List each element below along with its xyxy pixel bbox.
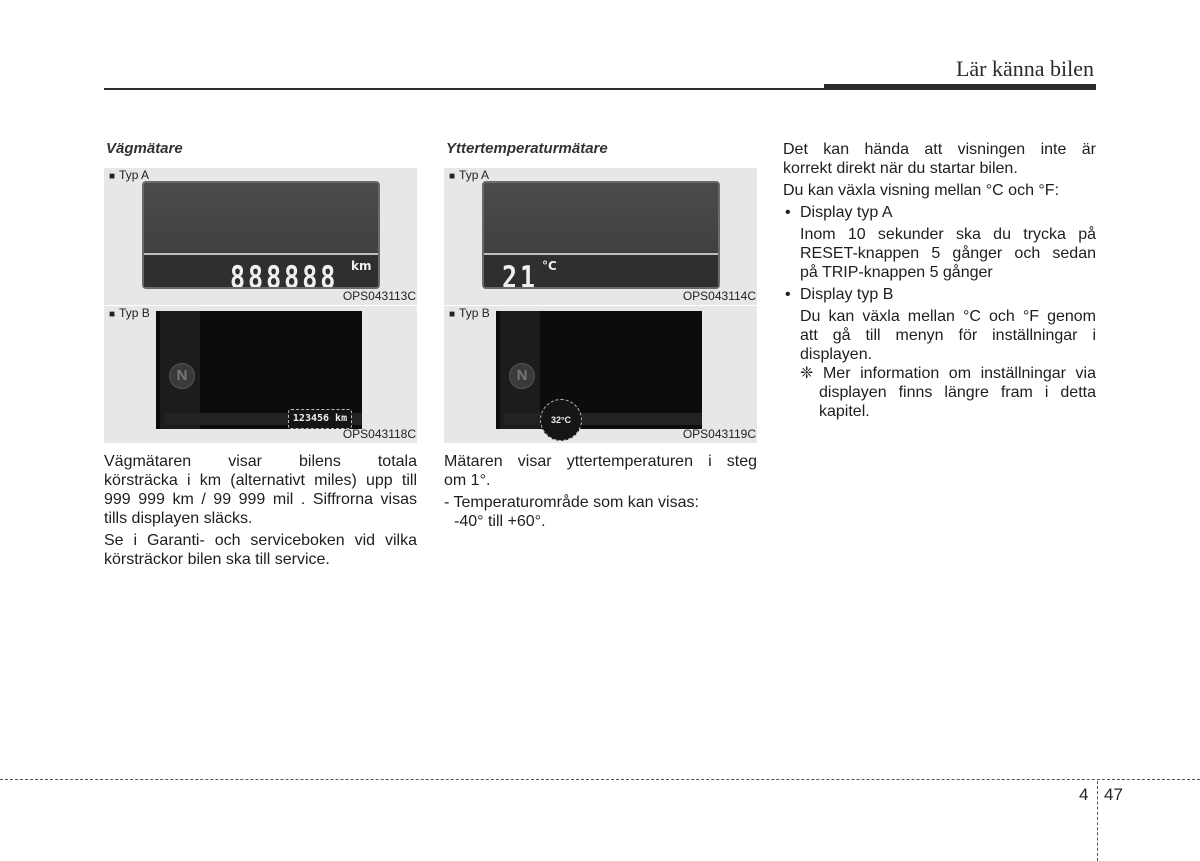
text-line: Du kan växla mellan °C och °F genom (800, 308, 1096, 325)
odometer-description (104, 452, 417, 569)
note-line: kapitel. (819, 403, 870, 420)
unit-switch-instructions (783, 140, 1096, 421)
gear-indicator-icon: N (509, 363, 535, 389)
odometer-unit: km (351, 259, 372, 273)
section-heading-odometer: Vägmätare (106, 140, 183, 157)
text-line: körsträcka i km (alternativt miles) upp till (104, 472, 417, 489)
text-line: om 1°. (444, 472, 491, 489)
figure-odometer-type-a (104, 168, 417, 305)
note-line: ❈ Mer information om inställningar via (800, 365, 1096, 382)
section-heading-outside-temperature: Yttertemperaturmätare (446, 140, 608, 157)
bullet-icon: • (785, 286, 791, 303)
note (800, 364, 1096, 421)
list-item (783, 203, 1096, 282)
display-bottom-strip (504, 413, 702, 425)
text-line: Se i Garanti- och serviceboken vid vilka (104, 532, 417, 549)
text-line: -40° till +60°. (454, 513, 546, 530)
figure-type-label: ■ Typ B (449, 306, 490, 320)
temperature-readout: 32°C (540, 399, 582, 441)
figure-code: OPS043114C (682, 289, 756, 303)
text-line: tills displayen släcks. (104, 510, 253, 527)
text-line: körsträckor bilen ska till service. (104, 551, 330, 568)
text-line: Mätaren visar yttertemperaturen i steg (444, 453, 757, 470)
figure-code: OPS043118C (342, 427, 416, 441)
text-line: Du kan växla visning mellan °C och °F: (783, 182, 1060, 199)
cluster-display-type-a (482, 181, 720, 289)
list-item-title: Display typ B (800, 286, 894, 303)
text-line: displayen. (800, 346, 873, 363)
footer-rule (0, 779, 1200, 780)
odometer-digits: 888888 (230, 259, 339, 289)
text-line: Inom 10 sekunder ska du trycka på (800, 226, 1096, 243)
text-line: Vägmätaren visar bilens totala (104, 453, 417, 470)
note-line: displayen finns längre fram i detta (819, 384, 1096, 401)
text-line: RESET-knappen 5 gånger och sedan (800, 245, 1096, 262)
header-rule-accent (824, 84, 1096, 90)
figure-temperature-type-b (444, 306, 757, 443)
temperature-unit: °C (542, 259, 557, 273)
figure-type-label: ■ Typ A (109, 168, 149, 182)
page-number: 47 (1104, 785, 1123, 804)
figure-type-label: ■ Typ B (109, 306, 150, 320)
footer-divider (1097, 781, 1098, 861)
chapter-number: 4 (1079, 785, 1089, 804)
list-item (783, 285, 1096, 421)
text-line: korrekt direkt när du startar bilen. (783, 160, 1018, 177)
figure-odometer-type-b (104, 306, 417, 443)
text-line: att gå till menyn för inställningar i (800, 327, 1096, 344)
bullet-icon: • (785, 204, 791, 221)
cluster-display-type-b (156, 311, 362, 429)
text-line: Det kan hända att visningen inte är (783, 141, 1096, 158)
cluster-display-type-a (142, 181, 380, 289)
text-line: - Temperaturområde som kan visas: (444, 494, 699, 511)
list-item-title: Display typ A (800, 204, 893, 221)
figure-code: OPS043113C (342, 289, 416, 303)
text-line: 999 999 km / 99 999 mil . Siffrorna visas (104, 491, 417, 508)
odometer-readout: 123456 km (288, 409, 352, 429)
text-line: på TRIP-knappen 5 gånger (800, 264, 993, 281)
figure-temperature-type-a (444, 168, 757, 305)
figure-code: OPS043119C (682, 427, 756, 441)
header-rule (104, 88, 824, 90)
temperature-digits: 21 (502, 259, 539, 289)
temperature-description (444, 452, 757, 531)
gear-indicator-icon: N (169, 363, 195, 389)
figure-type-label: ■ Typ A (449, 168, 489, 182)
page-header-title: Lär känna bilen (955, 56, 1094, 81)
cluster-display-type-b (496, 311, 702, 429)
